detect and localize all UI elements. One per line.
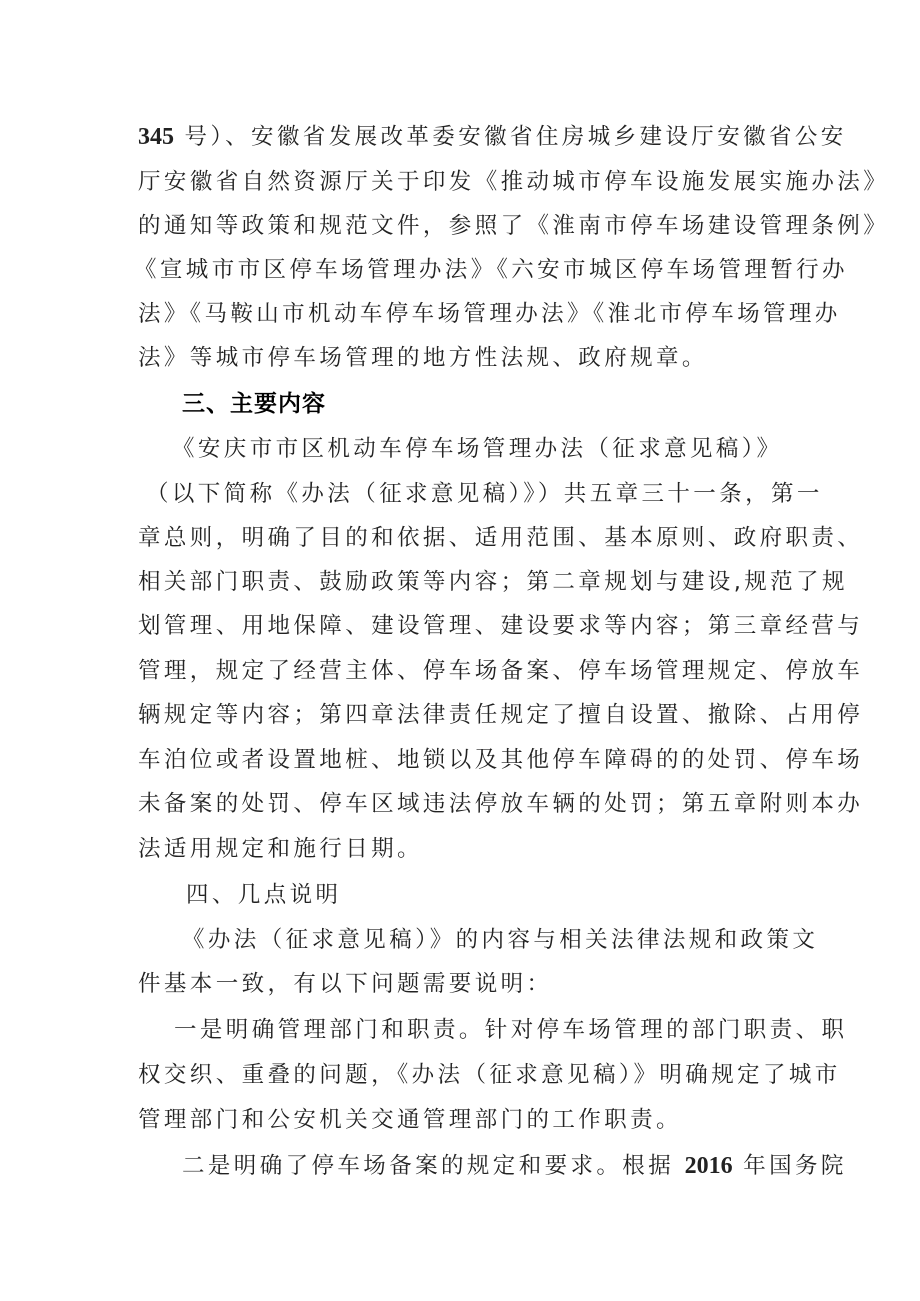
paragraph-line: 划管理、用地保障、建设管理、建设要求等内容；第三章经营与 xyxy=(138,613,864,639)
paragraph-line: 《办法（征求意见稿）》的内容与相关法律法规和政策文 xyxy=(182,927,819,953)
paragraph-line: 章总则，明确了目的和依据、适用范围、基本原则、政府职责、 xyxy=(138,525,864,551)
section-heading-main-content: 三、主要内容 xyxy=(182,391,326,417)
paragraph-line: 《宣城市市区停车场管理办法》《六安市城区停车场管理暂行办 xyxy=(134,257,848,283)
document-number: 345 xyxy=(138,124,174,150)
paragraph-line: 权交织、重叠的问题，《办法（征求意见稿）》明确规定了城市 xyxy=(138,1062,841,1088)
paragraph-line: 辆规定等内容；第四章法律责任规定了擅自设置、撤除、占用停 xyxy=(138,702,864,728)
paragraph-line: 管理部门和公安机关交通管理部门的工作职责。 xyxy=(138,1107,682,1133)
year-number: 2016 xyxy=(684,1153,733,1179)
paragraph-line: 二是明确了停车场备案的规定和要求。根据 2016 年国务院 xyxy=(182,1153,847,1179)
paragraph-line: 管理，规定了经营主体、停车场备案、停车场管理规定、停放车 xyxy=(138,658,864,684)
paragraph-line: 《安庆市市区机动车停车场管理办法（征求意见稿）》 xyxy=(172,436,783,462)
paragraph-line: （以下简称《办法（征求意见稿）》）共五章三十一条，第一 xyxy=(146,481,823,507)
paragraph-line: 件基本一致，有以下问题需要说明： xyxy=(138,971,553,997)
paragraph-line: 的通知等政策和规范文件，参照了《淮南市停车场建设管理条例》 xyxy=(138,213,890,239)
paragraph-line: 法》《马鞍山市机动车停车场管理办法》《淮北市停车场管理办 xyxy=(138,301,841,327)
paragraph-line: 法》等城市停车场管理的地方性法规、政府规章。 xyxy=(138,345,708,371)
paragraph-line: 车泊位或者设置地桩、地锁以及其他停车障碍的的处罚、停车场 xyxy=(138,747,864,773)
paragraph-line: 厅安徽省自然资源厅关于印发《推动城市停车设施发展实施办法》 xyxy=(138,169,890,195)
paragraph-line: 345 号）、安徽省发展改革委安徽省住房城乡建设厅安徽省公安 xyxy=(138,124,847,150)
section-heading-notes: 四、几点说明 xyxy=(186,882,342,908)
paragraph-line: 相关部门职责、鼓励政策等内容；第二章规划与建设,规范了规 xyxy=(138,569,848,595)
paragraph-line: 未备案的处罚、停车区域违法停放车辆的处罚；第五章附则本办 xyxy=(138,791,864,817)
paragraph-line: 一是明确管理部门和职责。针对停车场管理的部门职责、职 xyxy=(174,1017,848,1043)
paragraph-line: 法适用规定和施行日期。 xyxy=(138,836,423,862)
